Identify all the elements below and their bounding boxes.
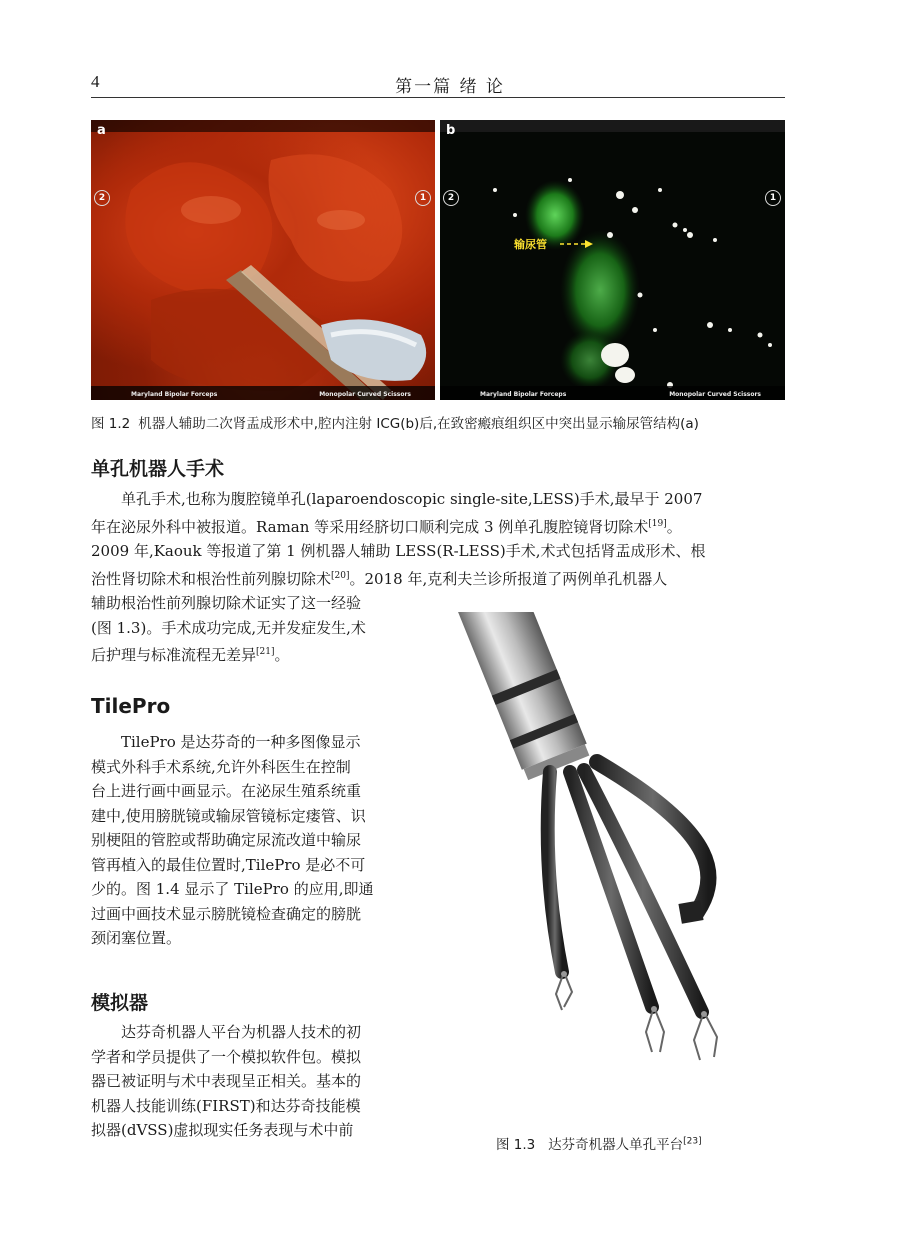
text-line: 辅助根治性前列腺切除术证实了这一经验 — [91, 594, 362, 612]
text-line: 颈闭塞位置。 — [91, 929, 182, 947]
text-line: 台上进行画中画显示。在泌尿生殖系统重 — [91, 782, 362, 800]
reference-23: [23] — [683, 1136, 702, 1147]
chapter-title: 第一篇 绪 论 — [395, 77, 505, 97]
figure-1-3-caption — [496, 1133, 702, 1153]
surgical-view-image — [91, 120, 435, 400]
hud-tool-right: Monopolar Curved Scissors — [669, 391, 761, 398]
reference-20: [20] — [331, 570, 350, 581]
text-line: 别梗阻的管腔或帮助确定尿流改道中输尿 — [91, 831, 362, 849]
text-line — [91, 512, 785, 540]
single-port-robot-illustration — [432, 612, 792, 1112]
text-line: 管再植入的最佳位置时,TilePro 是必不可 — [91, 855, 366, 874]
text-span: 。2018 年,克利夫兰诊所报道了两例单孔机器人 — [349, 569, 668, 588]
hud-status-bar — [91, 386, 435, 400]
reference-19: [19] — [648, 518, 667, 529]
figure-1-3-caption-text: 达芬奇机器人单孔平台 — [548, 1137, 684, 1153]
text-span: 后护理与标准流程无差异 — [91, 646, 257, 664]
text-line: 学者和学员提供了一个模拟软件包。模拟 — [91, 1047, 362, 1066]
text-line: 机器人技能训练(FIRST)和达芬奇技能模 — [91, 1096, 361, 1115]
tilepro-paragraph — [91, 730, 421, 951]
hud-status-bar — [440, 386, 785, 400]
header-rule — [91, 97, 785, 98]
hud-arm-1-indicator: 1 — [415, 190, 431, 206]
simulator-paragraph — [91, 1020, 421, 1143]
hud-tool-left: Maryland Bipolar Forceps — [131, 391, 218, 398]
figure-1-2-panel-b — [440, 120, 785, 400]
text-line: TilePro 是达芬奇的一种多图像显示 — [121, 733, 361, 751]
text-line: 器已被证明与术中表现呈正相关。基本的 — [91, 1072, 362, 1090]
text-line — [91, 564, 785, 592]
hud-tool-right: Monopolar Curved Scissors — [319, 391, 411, 398]
figure-1-2-panel-a — [91, 120, 435, 400]
text-span: 治性肾切除术和根治性前列腺切除术 — [91, 569, 332, 588]
hud-arm-2-indicator: 2 — [443, 190, 459, 206]
panel-b-label: b — [446, 123, 456, 138]
reference-21: [21] — [256, 647, 275, 657]
fluorescence-view-image — [440, 120, 785, 400]
section-heading-simulator: 模拟器 — [91, 992, 149, 1014]
text-line: 单孔手术,也称为腹腔镜单孔(laparoendoscopic single-site,LESS)手术,最早于 2007 — [121, 490, 703, 508]
text-line: (图 1.3)。手术成功完成,无并发症发生,术 — [91, 618, 366, 637]
text-span: 年在泌尿外科中被报道。Raman 等采用经脐切口顺利完成 3 例单孔腹腔镜肾切除术 — [91, 517, 649, 536]
figure-1-3-number: 图 1.3 — [496, 1137, 536, 1153]
panel-a-label: a — [97, 123, 106, 138]
text-line: 模式外科手术系统,允许外科医生在控制 — [91, 757, 351, 776]
section-heading-single-port: 单孔机器人手术 — [91, 458, 225, 480]
text-span: 。 — [274, 646, 290, 664]
text-span: 。 — [666, 517, 682, 536]
text-line: 少的。图 1.4 显示了 TilePro 的应用,即通 — [91, 880, 374, 898]
hud-tool-left: Maryland Bipolar Forceps — [480, 391, 567, 398]
text-line: 达芬奇机器人平台为机器人技术的初 — [121, 1023, 362, 1041]
hud-arm-1-indicator: 1 — [765, 190, 781, 206]
text-line: 建中,使用膀胱镜或输尿管镜标定瘘管、识 — [91, 806, 366, 825]
ureter-annotation: 输尿管 — [514, 238, 547, 251]
text-line: 拟器(dVSS)虚拟现实任务表现与术中前 — [91, 1121, 354, 1139]
figure-1-2-number: 图 1.2 — [91, 416, 131, 432]
figure-1-3-image — [432, 612, 792, 1112]
hud-arm-2-indicator: 2 — [94, 190, 110, 206]
text-line: 过画中画技术显示膀胱镜检查确定的膀胱 — [91, 904, 362, 923]
text-line: 2009 年,Kaouk 等报道了第 1 例机器人辅助 LESS(R-LESS)手术,术式包括肾盂成形术、根 — [91, 542, 706, 560]
figure-1-2-caption — [91, 412, 791, 432]
page-number: 4 — [91, 72, 100, 91]
section-heading-tilepro: TilePro — [91, 694, 171, 718]
figure-1-2-caption-text: 机器人辅助二次肾盂成形术中,腔内注射 ICG(b)后,在致密瘢痕组织区中突出显示输尿管结构(a) — [138, 416, 699, 432]
